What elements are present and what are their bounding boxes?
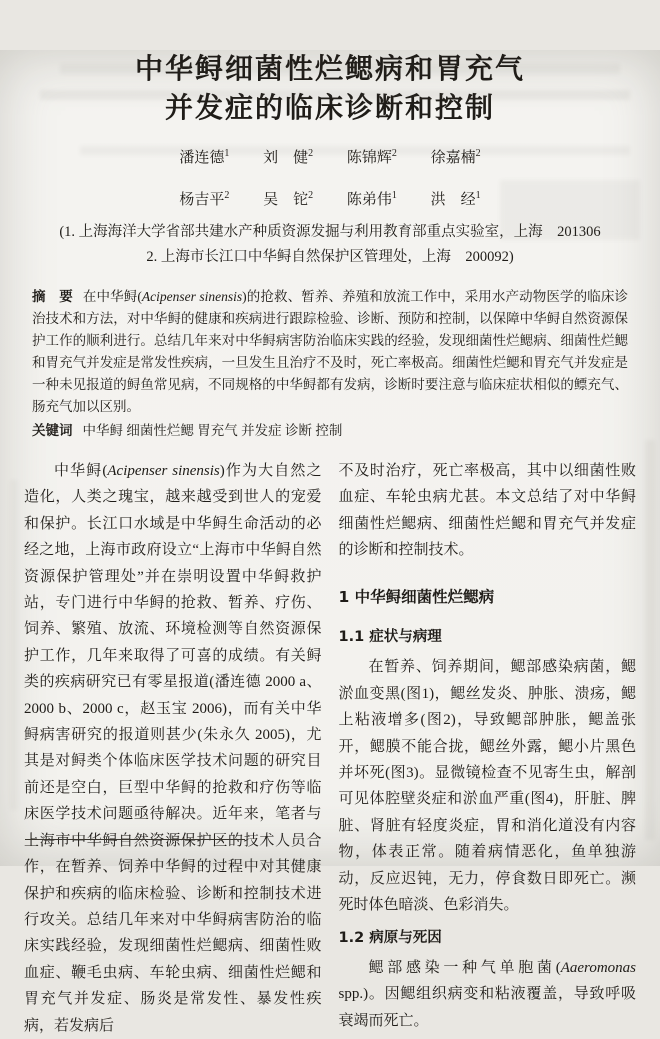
author-affiliation-sup: 1 (391, 190, 397, 201)
section-heading-1: 1 中华鲟细菌性烂鳃病 (338, 587, 495, 606)
abstract-text: 在中华鲟( (82, 289, 142, 304)
intro-text: 中华鲟( (54, 463, 108, 479)
pathogen-text: spp.)。因鳃组织病变和粘液覆盖，导致呼吸衰竭而死亡。 (338, 986, 636, 1029)
intro-text: )作为大自然之造化，人类之瑰宝，越来越受到世人的宠爱和保护。长江口水域是中华鲟生命活动的必经之地，上海市政府设立“上海市中华鲟自然资源保护管理处”并在崇明设置中华鲟救护站，专门进行中华鲟的抢救、暂养、疗伤、饲养、繁殖、放流、环境检测等自然资源保护工作，几年来取得了可喜的成绩。有关鲟类的疾病研究已有零星报道(潘连德 2000 a、2000 b、2000 c，赵玉宝 2006)，而有关中华鲟病害研究的报道则甚少(朱永久 2005)，尤其是对鲟类个体临床医学技术问题的研究目前还是空白，巨型中华鲟的抢救和疗伤等临床医学技术问题亟待解决。近年来，笔者与上海市中华鲟自然资源保护区的技术人员合作，在暂养、饲养中华鲟的过程中对其健康保护和疾病的临床检验、诊断和控制技术进行攻关。总结几年来对中华鲟病害防治的临床实践经验，发现细菌性烂鳃病、细菌性败血症、鞭毛虫病、车轮虫病、细菌性烂鳃和胃充气并发症、肠炎是常发性、暴发性疾病，若发病后 (24, 463, 322, 1034)
author (431, 192, 481, 208)
author-affiliation-sup: 2 (224, 190, 230, 201)
intro-paragraph (24, 458, 322, 1039)
bleed-through-artifact (500, 180, 640, 240)
species-latin-name: Acipenser sinensis (141, 289, 243, 304)
bleed-through-artifact (10, 480, 18, 810)
author-name: 徐嘉楠 (430, 150, 476, 166)
keywords-label: 关键词 (32, 423, 73, 439)
author-affiliation-sup: 2 (308, 148, 314, 159)
body-columns (24, 458, 636, 1039)
footnote-divider (25, 839, 245, 840)
right-column (339, 458, 637, 1039)
author-name: 陈弟伟 (346, 192, 392, 208)
author (347, 192, 397, 208)
pathogen-text: 鳃部感染一种气单胞菌( (368, 959, 561, 976)
author (179, 192, 229, 208)
keywords (32, 420, 628, 442)
left-column (24, 458, 322, 1039)
pathogen-paragraph (339, 955, 637, 1034)
keywords-text: 中华鲟 细菌性烂鳃 胃充气 并发症 诊断 控制 (82, 423, 343, 438)
abstract (32, 286, 628, 418)
paper-page (0, 50, 660, 1034)
species-latin-name: Acipenser sinensis (107, 463, 220, 479)
author-affiliation-sup: 2 (391, 148, 397, 159)
author-name: 陈锦辉 (346, 150, 392, 166)
symptoms-paragraph: 在暂养、饲养期间，鳃部感染病菌，鳃淤血变黑(图1)，鳃丝发炎、肿胀、溃疡，鳃上粘液增多(图2)，导致鳃部肿胀，鳃盖张开，鳃膜不能合拢，鳃丝外露，鳃小片黑色并坏死(图3)。显微镜检查不见寄生虫，解剖可见体腔壁炎症和淤血严重(图4)，肝脏、脾脏、肾脏有轻度炎症，胃和消化道没有内容物，体表正常。随着病情恶化，鱼单独游动，反应迟钝，无力，停食数日即死亡。濒死时体色暗淡、色彩消失。 (338, 659, 636, 914)
author-name: 杨吉平 (179, 192, 225, 208)
author-affiliation-sup: 1 (475, 190, 481, 201)
author-name: 吴 铊 (263, 192, 309, 208)
bacteria-latin-name: Aaeromonas (560, 959, 636, 976)
abstract-label: 摘 要 (32, 289, 73, 305)
author-name: 潘连德 (179, 150, 225, 166)
abstract-text: )的抢救、暂养、养殖和放流工作中，采用水产动物医学的临床诊治技术和方法，对中华鲟的健康和疾病进行跟踪检验、诊断、预防和控制，以保障中华鲟自然资源保护工作的顺利进行。总结几年来对中华鲟病害防治临床实践的经验，发现细菌性烂鳃病、细菌性烂鳃和胃充气并发症是常发性疾病，一旦发生且治疗不及时，死亡率极高。细菌性烂鳃和胃充气并发症是一种未见报道的鲟鱼常见病，不同规格的中华鲟都有发病，诊断时要注意与临床症状相似的鳔充气、肠充气加以区别。 (32, 289, 628, 414)
bleed-through-artifact (80, 146, 630, 155)
paper-title (40, 50, 620, 128)
author-name: 洪 经 (430, 192, 476, 208)
author-name: 刘 健 (263, 150, 309, 166)
author-affiliation-sup: 2 (308, 190, 314, 201)
bleed-through-artifact (40, 90, 630, 100)
bleed-through-artifact (645, 440, 655, 840)
continuation-paragraph: 不及时治疗，死亡率极高，其中以细菌性败血症、车轮虫病尤甚。本文总结了对中华鲟细菌性烂鳃病、细菌性烂鳃和胃充气并发症的诊断和控制技术。 (338, 463, 636, 559)
affiliation-line-2: 2. 上海市长江口中华鲟自然保护区管理处，上海 200092) (146, 249, 514, 265)
paper-title-line1: 中华鲟细菌性烂鳃病和胃充气 (134, 54, 525, 85)
paper-title-line2: 并发症的临床诊断和控制 (164, 93, 495, 124)
bleed-through-artifact (60, 64, 620, 74)
author-affiliation-sup: 1 (224, 148, 230, 159)
subsection-heading-1-1: 1.1 症状与病理 (338, 629, 442, 646)
author-affiliation-sup: 2 (475, 148, 481, 159)
subsection-heading-1-2: 1.2 病原与死因 (338, 929, 442, 946)
author (263, 192, 313, 208)
affiliation-line-1: (1. 上海海洋大学省部共建水产种质资源发掘与利用教育部重点实验室，上海 201306 (59, 224, 601, 240)
